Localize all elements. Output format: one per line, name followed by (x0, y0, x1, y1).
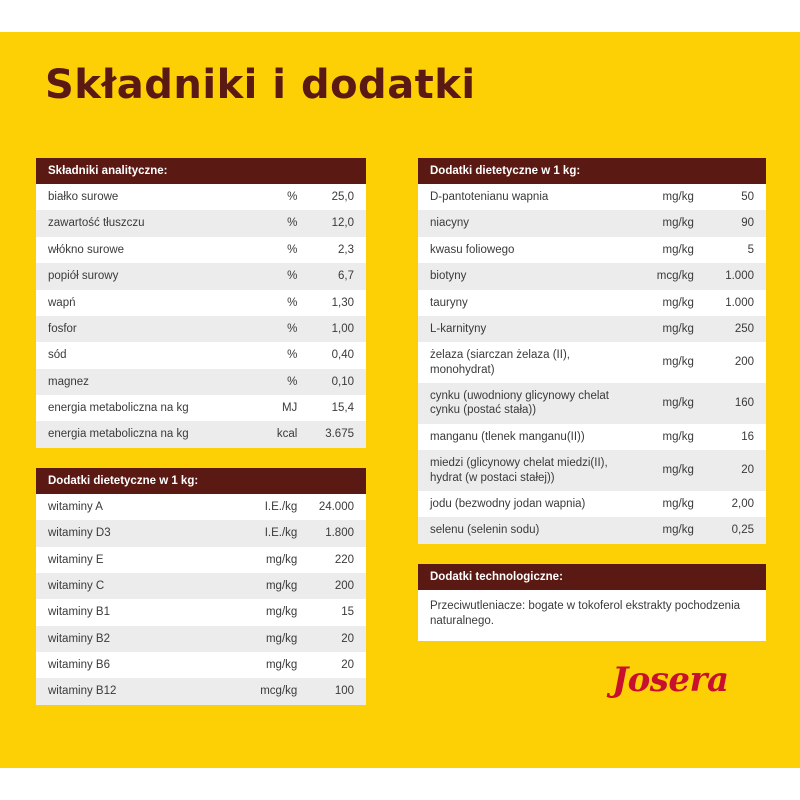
row-value: 20 (700, 450, 766, 491)
row-unit: mg/kg (616, 316, 700, 342)
row-unit: % (224, 342, 303, 368)
analytical-table (36, 158, 366, 448)
row-unit: % (224, 290, 303, 316)
row-label: energia metaboliczna na kg (36, 395, 224, 421)
row-value: 20 (303, 626, 366, 652)
right-column (418, 158, 766, 661)
row-unit: % (224, 316, 303, 342)
row-unit: mg/kg (224, 626, 303, 652)
table-row (418, 424, 766, 450)
dietetic-additives-table-header: Dodatki dietetyczne w 1 kg: (418, 158, 766, 184)
row-label: żelaza (siarczan żelaza (II), monohydrat) (418, 342, 616, 383)
table-row (418, 290, 766, 316)
technological-additives-body (418, 590, 766, 641)
table-row (36, 573, 366, 599)
dietetic-additives-table (418, 158, 766, 544)
row-unit: I.E./kg (224, 520, 303, 546)
table-row (36, 599, 366, 625)
row-value: 220 (303, 547, 366, 573)
row-value: 1.000 (700, 263, 766, 289)
row-label: witaminy D3 (36, 520, 224, 546)
analytical-table-header: Składniki analityczne: (36, 158, 366, 184)
table-row (418, 383, 766, 424)
row-value: 15,4 (303, 395, 366, 421)
row-label: energia metaboliczna na kg (36, 421, 224, 447)
row-value: 160 (700, 383, 766, 424)
row-label: biotyny (418, 263, 616, 289)
table-row (418, 184, 766, 210)
row-unit: mg/kg (224, 573, 303, 599)
row-unit: mcg/kg (224, 678, 303, 704)
row-unit: % (224, 210, 303, 236)
row-label: tauryny (418, 290, 616, 316)
row-unit: I.E./kg (224, 494, 303, 520)
row-label: białko surowe (36, 184, 224, 210)
row-unit: mg/kg (616, 424, 700, 450)
row-unit: mg/kg (616, 517, 700, 543)
row-value: 16 (700, 424, 766, 450)
table-row (36, 290, 366, 316)
vitamins-table-body (36, 494, 366, 705)
technological-additives-header: Dodatki technologiczne: (418, 564, 766, 590)
table-row (36, 520, 366, 546)
row-value: 0,25 (700, 517, 766, 543)
table-row (418, 237, 766, 263)
row-label: zawartość tłuszczu (36, 210, 224, 236)
row-value: 12,0 (303, 210, 366, 236)
row-label: magnez (36, 369, 224, 395)
row-label: witaminy B6 (36, 652, 224, 678)
table-row (36, 316, 366, 342)
row-label: jodu (bezwodny jodan wapnia) (418, 491, 616, 517)
row-value: 0,40 (303, 342, 366, 368)
row-value: 20 (303, 652, 366, 678)
row-label: witaminy B12 (36, 678, 224, 704)
row-label: D-pantotenianu wapnia (418, 184, 616, 210)
row-value: 1.800 (303, 520, 366, 546)
row-unit: mg/kg (224, 547, 303, 573)
analytical-table-body (36, 184, 366, 448)
row-value: 0,10 (303, 369, 366, 395)
table-row (36, 369, 366, 395)
row-unit: mg/kg (616, 450, 700, 491)
row-label: witaminy B2 (36, 626, 224, 652)
row-label: witaminy E (36, 547, 224, 573)
row-value: 25,0 (303, 184, 366, 210)
row-unit: kcal (224, 421, 303, 447)
row-value: 100 (303, 678, 366, 704)
row-label: witaminy A (36, 494, 224, 520)
row-value: 1,00 (303, 316, 366, 342)
table-row (36, 184, 366, 210)
row-unit: mg/kg (224, 652, 303, 678)
row-unit: MJ (224, 395, 303, 421)
row-value: 1,30 (303, 290, 366, 316)
row-value: 50 (700, 184, 766, 210)
row-value: 200 (700, 342, 766, 383)
page-title: Składniki i dodatki (45, 62, 476, 108)
table-row (418, 491, 766, 517)
table-row (36, 626, 366, 652)
row-label: fosfor (36, 316, 224, 342)
left-column (36, 158, 366, 725)
row-label: sód (36, 342, 224, 368)
technological-additives-note: Przeciwutleniacze: bogate w tokoferol ekstrakty pochodzenia naturalnego. (418, 590, 766, 641)
row-value: 5 (700, 237, 766, 263)
table-row (36, 342, 366, 368)
row-value: 200 (303, 573, 366, 599)
row-unit: mg/kg (616, 342, 700, 383)
row-value: 90 (700, 210, 766, 236)
row-label: miedzi (glicynowy chelat miedzi(II), hydrat (w postaci stałej)) (418, 450, 616, 491)
vitamins-table-header: Dodatki dietetyczne w 1 kg: (36, 468, 366, 494)
row-unit: mg/kg (616, 210, 700, 236)
row-value: 250 (700, 316, 766, 342)
table-row (418, 263, 766, 289)
table-row (36, 210, 366, 236)
row-label: witaminy C (36, 573, 224, 599)
row-unit: mg/kg (616, 184, 700, 210)
row-value: 15 (303, 599, 366, 625)
technological-additives-table (418, 564, 766, 641)
table-row (36, 494, 366, 520)
table-row (418, 517, 766, 543)
table-row (418, 450, 766, 491)
row-value: 2,3 (303, 237, 366, 263)
row-unit: mg/kg (224, 599, 303, 625)
row-unit: mg/kg (616, 290, 700, 316)
table-row (36, 237, 366, 263)
row-label: wapń (36, 290, 224, 316)
row-unit: mg/kg (616, 383, 700, 424)
row-label: witaminy B1 (36, 599, 224, 625)
table-row (36, 678, 366, 704)
row-unit: mg/kg (616, 491, 700, 517)
row-label: manganu (tlenek manganu(II)) (418, 424, 616, 450)
row-unit: mg/kg (616, 237, 700, 263)
row-label: L-karnityny (418, 316, 616, 342)
table-row (36, 395, 366, 421)
row-unit: mcg/kg (616, 263, 700, 289)
table-row (418, 210, 766, 236)
row-label: kwasu foliowego (418, 237, 616, 263)
row-value: 6,7 (303, 263, 366, 289)
table-row (36, 652, 366, 678)
row-label: selenu (selenin sodu) (418, 517, 616, 543)
row-value: 1.000 (700, 290, 766, 316)
row-unit: % (224, 263, 303, 289)
row-unit: % (224, 184, 303, 210)
row-label: cynku (uwodniony glicynowy chelat cynku (postać stała)) (418, 383, 616, 424)
brand-logo: Josera (612, 660, 729, 700)
table-row (418, 342, 766, 383)
row-label: włókno surowe (36, 237, 224, 263)
row-label: niacyny (418, 210, 616, 236)
row-unit: % (224, 237, 303, 263)
table-row (418, 316, 766, 342)
vitamins-table (36, 468, 366, 705)
row-value: 24.000 (303, 494, 366, 520)
table-row (36, 547, 366, 573)
table-row (36, 421, 366, 447)
dietetic-additives-table-body (418, 184, 766, 544)
row-value: 2,00 (700, 491, 766, 517)
table-row (36, 263, 366, 289)
row-unit: % (224, 369, 303, 395)
row-value: 3.675 (303, 421, 366, 447)
row-label: popiół surowy (36, 263, 224, 289)
table-row (418, 590, 766, 641)
